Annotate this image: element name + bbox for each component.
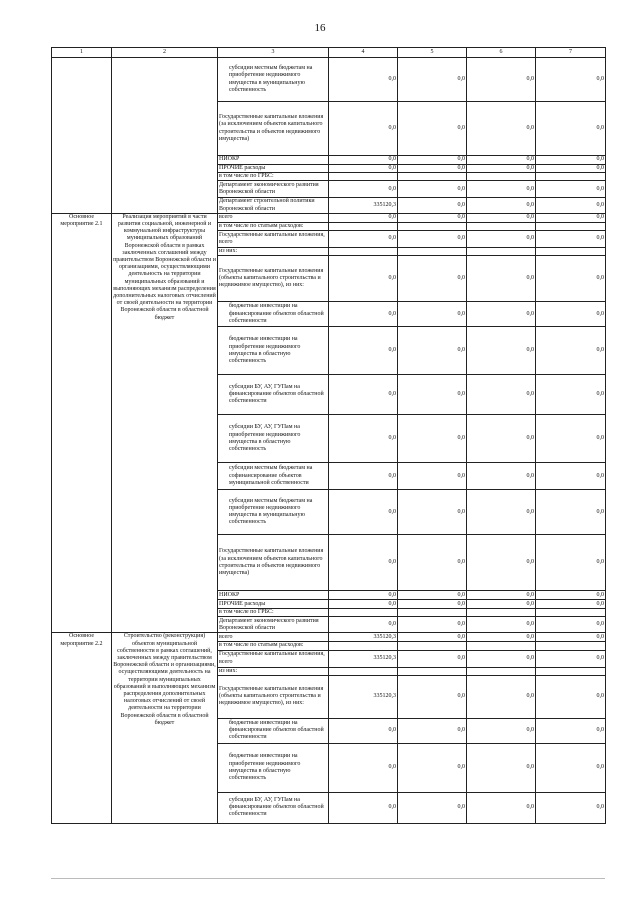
amount-cell-col4: 0,0 <box>329 302 398 327</box>
expense-item-cell: бюджетные инвестиции на приобретение недвижимого имущества в областную собственность <box>218 327 329 375</box>
expense-item-cell: Департамент экономического развития Воронежской области <box>218 181 329 198</box>
amount-cell-col6: 0,0 <box>467 327 536 375</box>
event-name-cell: Основное мероприятие 2.2 <box>52 633 112 823</box>
amount-cell-col5: 0,0 <box>398 198 467 213</box>
amount-cell-col5: 0,0 <box>398 591 467 600</box>
amount-cell-col6: 0,0 <box>467 415 536 463</box>
event-description-cell: Реализация мероприятий в части развития социальной, инженерной и коммунальной инфраструктуры муниципальных образований Воронежской области в рамках заключенных соглашений между правительством Воронежской области и организациями, осуществляющими деятельность на территории муниципальных образований и выполняющих механизм распределения дополнительных налоговых отчислений от своей деятельности на территории Воронежской области в областной бюджет <box>112 213 218 633</box>
event-name-cell <box>52 58 112 214</box>
amount-cell-col5: 0,0 <box>398 181 467 198</box>
amount-cell-col7: 0,0 <box>536 256 606 302</box>
expense-item-cell: Государственные капитальные вложения (объекты капитального строительства и недвижимое имущество), из них: <box>218 256 329 302</box>
expense-item-cell: из них: <box>218 667 329 675</box>
amount-cell-col6: 0,0 <box>467 535 536 591</box>
amount-cell-col4 <box>329 667 398 675</box>
amount-cell-col7: 0,0 <box>536 617 606 633</box>
amount-cell-col4: 0,0 <box>329 535 398 591</box>
amount-cell-col4: 0,0 <box>329 327 398 375</box>
amount-cell-col5: 0,0 <box>398 535 467 591</box>
amount-cell-col6: 0,0 <box>467 463 536 490</box>
amount-cell-col5: 0,0 <box>398 327 467 375</box>
amount-cell-col7: 0,0 <box>536 535 606 591</box>
amount-cell-col5: 0,0 <box>398 675 467 718</box>
amount-cell-col5: 0,0 <box>398 633 467 642</box>
amount-cell-col6: 0,0 <box>467 490 536 535</box>
expense-item-cell: всего <box>218 213 329 222</box>
amount-cell-col4: 0,0 <box>329 600 398 609</box>
amount-cell-col6: 0,0 <box>467 617 536 633</box>
page-number: 16 <box>314 22 326 34</box>
expense-item-cell: НИОКР <box>218 156 329 165</box>
amount-cell-col6: 0,0 <box>467 156 536 165</box>
expense-item-cell: Государственные капитальные вложения (за исключением объектов капитального строительства и объектов недвижимого имущества) <box>218 102 329 156</box>
expense-item-cell: в том числе по статьям расходов: <box>218 222 329 230</box>
amount-cell-col5: 0,0 <box>398 792 467 823</box>
amount-cell-col7: 0,0 <box>536 633 606 642</box>
amount-cell-col7: 0,0 <box>536 327 606 375</box>
amount-cell-col7 <box>536 642 606 650</box>
amount-cell-col5: 0,0 <box>398 600 467 609</box>
amount-cell-col6: 0,0 <box>467 256 536 302</box>
amount-cell-col6: 0,0 <box>467 102 536 156</box>
amount-cell-col5: 0,0 <box>398 490 467 535</box>
amount-cell-col6: 0,0 <box>467 633 536 642</box>
amount-cell-col5: 0,0 <box>398 165 467 173</box>
amount-cell-col6: 0,0 <box>467 58 536 102</box>
amount-cell-col4: 0,0 <box>329 743 398 792</box>
amount-cell-col4: 0,0 <box>329 591 398 600</box>
amount-cell-col6: 0,0 <box>467 181 536 198</box>
expense-item-cell: ПРОЧИЕ расходы <box>218 600 329 609</box>
column-header: 7 <box>536 48 606 58</box>
column-header: 4 <box>329 48 398 58</box>
amount-cell-col4: 0,0 <box>329 165 398 173</box>
amount-cell-col4: 335120,3 <box>329 633 398 642</box>
expense-item-cell: бюджетные инвестиции на приобретение недвижимого имущества в областную собственность <box>218 743 329 792</box>
amount-cell-col7: 0,0 <box>536 600 606 609</box>
amount-cell-col7: 0,0 <box>536 490 606 535</box>
column-header: 6 <box>467 48 536 58</box>
amount-cell-col5 <box>398 642 467 650</box>
amount-cell-col6: 0,0 <box>467 591 536 600</box>
expense-item-cell: Департамент экономического развития Воронежской области <box>218 617 329 633</box>
amount-cell-col4: 0,0 <box>329 156 398 165</box>
amount-cell-col4: 0,0 <box>329 213 398 222</box>
amount-cell-col4: 0,0 <box>329 256 398 302</box>
amount-cell-col6: 0,0 <box>467 198 536 213</box>
amount-cell-col4: 0,0 <box>329 718 398 743</box>
expense-item-cell: в том числе по ГРБС: <box>218 173 329 181</box>
amount-cell-col5: 0,0 <box>398 102 467 156</box>
expense-item-cell: субсидии БУ, АУ, ГУПам на финансирование объектов областной собственности <box>218 375 329 415</box>
expense-item-cell: из них: <box>218 248 329 256</box>
event-description-cell <box>112 58 218 214</box>
amount-cell-col4: 0,0 <box>329 792 398 823</box>
amount-cell-col7: 0,0 <box>536 231 606 248</box>
expense-item-cell: всего <box>218 633 329 642</box>
expense-item-cell: Государственные капитальные вложения, всего <box>218 650 329 667</box>
amount-cell-col6 <box>467 642 536 650</box>
amount-cell-col6: 0,0 <box>467 165 536 173</box>
budget-table <box>51 47 606 824</box>
event-name-cell: Основное мероприятие 2.1 <box>52 213 112 633</box>
amount-cell-col7: 0,0 <box>536 650 606 667</box>
expense-item-cell: субсидии БУ, АУ, ГУПам на приобретение недвижимого имущества в областную собственность <box>218 415 329 463</box>
amount-cell-col6 <box>467 173 536 181</box>
amount-cell-col7 <box>536 173 606 181</box>
amount-cell-col4: 0,0 <box>329 181 398 198</box>
amount-cell-col7: 0,0 <box>536 743 606 792</box>
amount-cell-col4: 0,0 <box>329 463 398 490</box>
amount-cell-col5: 0,0 <box>398 375 467 415</box>
amount-cell-col6 <box>467 248 536 256</box>
amount-cell-col7: 0,0 <box>536 675 606 718</box>
amount-cell-col4: 0,0 <box>329 415 398 463</box>
expense-item-cell: субсидии местным бюджетам на софинансирование объектов муниципальной собственности <box>218 463 329 490</box>
amount-cell-col4: 0,0 <box>329 231 398 248</box>
amount-cell-col5 <box>398 222 467 230</box>
amount-cell-col4 <box>329 222 398 230</box>
expense-item-cell: субсидии местным бюджетам на приобретение недвижимого имущества в муниципальную собственность <box>218 490 329 535</box>
amount-cell-col6: 0,0 <box>467 718 536 743</box>
amount-cell-col7: 0,0 <box>536 198 606 213</box>
amount-cell-col7 <box>536 248 606 256</box>
amount-cell-col7: 0,0 <box>536 415 606 463</box>
amount-cell-col7 <box>536 609 606 617</box>
amount-cell-col7: 0,0 <box>536 591 606 600</box>
amount-cell-col6: 0,0 <box>467 600 536 609</box>
page-bottom-rule <box>51 878 605 879</box>
amount-cell-col7 <box>536 222 606 230</box>
amount-cell-col7: 0,0 <box>536 302 606 327</box>
amount-cell-col6 <box>467 609 536 617</box>
amount-cell-col5: 0,0 <box>398 463 467 490</box>
amount-cell-col5: 0,0 <box>398 415 467 463</box>
amount-cell-col7: 0,0 <box>536 165 606 173</box>
expense-item-cell: субсидии местным бюджетам на приобретение недвижимого имущества в муниципальную собственность <box>218 58 329 102</box>
amount-cell-col5: 0,0 <box>398 650 467 667</box>
amount-cell-col5: 0,0 <box>398 156 467 165</box>
expense-item-cell: бюджетные инвестиции на финансирование объектов областной собственности <box>218 302 329 327</box>
amount-cell-col6: 0,0 <box>467 675 536 718</box>
amount-cell-col4: 0,0 <box>329 617 398 633</box>
amount-cell-col7: 0,0 <box>536 792 606 823</box>
amount-cell-col5: 0,0 <box>398 58 467 102</box>
amount-cell-col5: 0,0 <box>398 231 467 248</box>
amount-cell-col5: 0,0 <box>398 718 467 743</box>
amount-cell-col7: 0,0 <box>536 375 606 415</box>
column-header: 5 <box>398 48 467 58</box>
amount-cell-col5: 0,0 <box>398 213 467 222</box>
amount-cell-col5 <box>398 248 467 256</box>
expense-item-cell: Государственные капитальные вложения (объекты капитального строительства и недвижимое имущество), из них: <box>218 675 329 718</box>
amount-cell-col5 <box>398 667 467 675</box>
expense-item-cell: ПРОЧИЕ расходы <box>218 165 329 173</box>
column-header: 1 <box>52 48 112 58</box>
amount-cell-col6: 0,0 <box>467 743 536 792</box>
amount-cell-col6 <box>467 222 536 230</box>
amount-cell-col7: 0,0 <box>536 463 606 490</box>
amount-cell-col5 <box>398 609 467 617</box>
amount-cell-col5: 0,0 <box>398 743 467 792</box>
amount-cell-col4: 0,0 <box>329 490 398 535</box>
amount-cell-col7: 0,0 <box>536 156 606 165</box>
amount-cell-col4 <box>329 609 398 617</box>
event-description-cell: Строительство (реконструкция) объектов муниципальной собственности в рамках соглашений, заключенных между правительством Воронежской области и организациями, осуществляющими деятельность на территории муниципальных образований и выполняющих механизм распределения дополнительных налоговых отчислений от своей деятельности на территории Воронежской области в областной бюджет <box>112 633 218 823</box>
amount-cell-col7: 0,0 <box>536 213 606 222</box>
expense-item-cell: в том числе по статьям расходов: <box>218 642 329 650</box>
amount-cell-col4 <box>329 248 398 256</box>
table-row <box>52 213 606 222</box>
amount-cell-col7: 0,0 <box>536 718 606 743</box>
amount-cell-col4 <box>329 173 398 181</box>
amount-cell-col6: 0,0 <box>467 375 536 415</box>
amount-cell-col6: 0,0 <box>467 213 536 222</box>
amount-cell-col4: 0,0 <box>329 375 398 415</box>
amount-cell-col7: 0,0 <box>536 181 606 198</box>
column-header: 2 <box>112 48 218 58</box>
expense-item-cell: Департамент строительной политики Воронежской области <box>218 198 329 213</box>
expense-item-cell: бюджетные инвестиции на финансирование объектов областной собственности <box>218 718 329 743</box>
amount-cell-col5: 0,0 <box>398 256 467 302</box>
column-number-row <box>52 48 606 58</box>
table-row <box>52 58 606 102</box>
column-header: 3 <box>218 48 329 58</box>
expense-item-cell: НИОКР <box>218 591 329 600</box>
amount-cell-col5 <box>398 173 467 181</box>
expense-item-cell: Государственные капитальные вложения (за исключением объектов капитального строительства и объектов недвижимого имущества) <box>218 535 329 591</box>
expense-item-cell: в том числе по ГРБС: <box>218 609 329 617</box>
amount-cell-col7: 0,0 <box>536 58 606 102</box>
amount-cell-col6: 0,0 <box>467 650 536 667</box>
amount-cell-col5: 0,0 <box>398 302 467 327</box>
amount-cell-col6: 0,0 <box>467 302 536 327</box>
table-row <box>52 633 606 642</box>
amount-cell-col7: 0,0 <box>536 102 606 156</box>
amount-cell-col4: 335120,3 <box>329 675 398 718</box>
amount-cell-col7 <box>536 667 606 675</box>
amount-cell-col4 <box>329 642 398 650</box>
expense-item-cell: Государственные капитальные вложения, всего <box>218 231 329 248</box>
amount-cell-col4: 335120,3 <box>329 198 398 213</box>
amount-cell-col4: 335120,3 <box>329 650 398 667</box>
amount-cell-col6 <box>467 667 536 675</box>
expense-item-cell: субсидии БУ, АУ, ГУПам на финансирование объектов областной собственности <box>218 792 329 823</box>
amount-cell-col4: 0,0 <box>329 102 398 156</box>
amount-cell-col5: 0,0 <box>398 617 467 633</box>
amount-cell-col4: 0,0 <box>329 58 398 102</box>
amount-cell-col6: 0,0 <box>467 231 536 248</box>
amount-cell-col6: 0,0 <box>467 792 536 823</box>
